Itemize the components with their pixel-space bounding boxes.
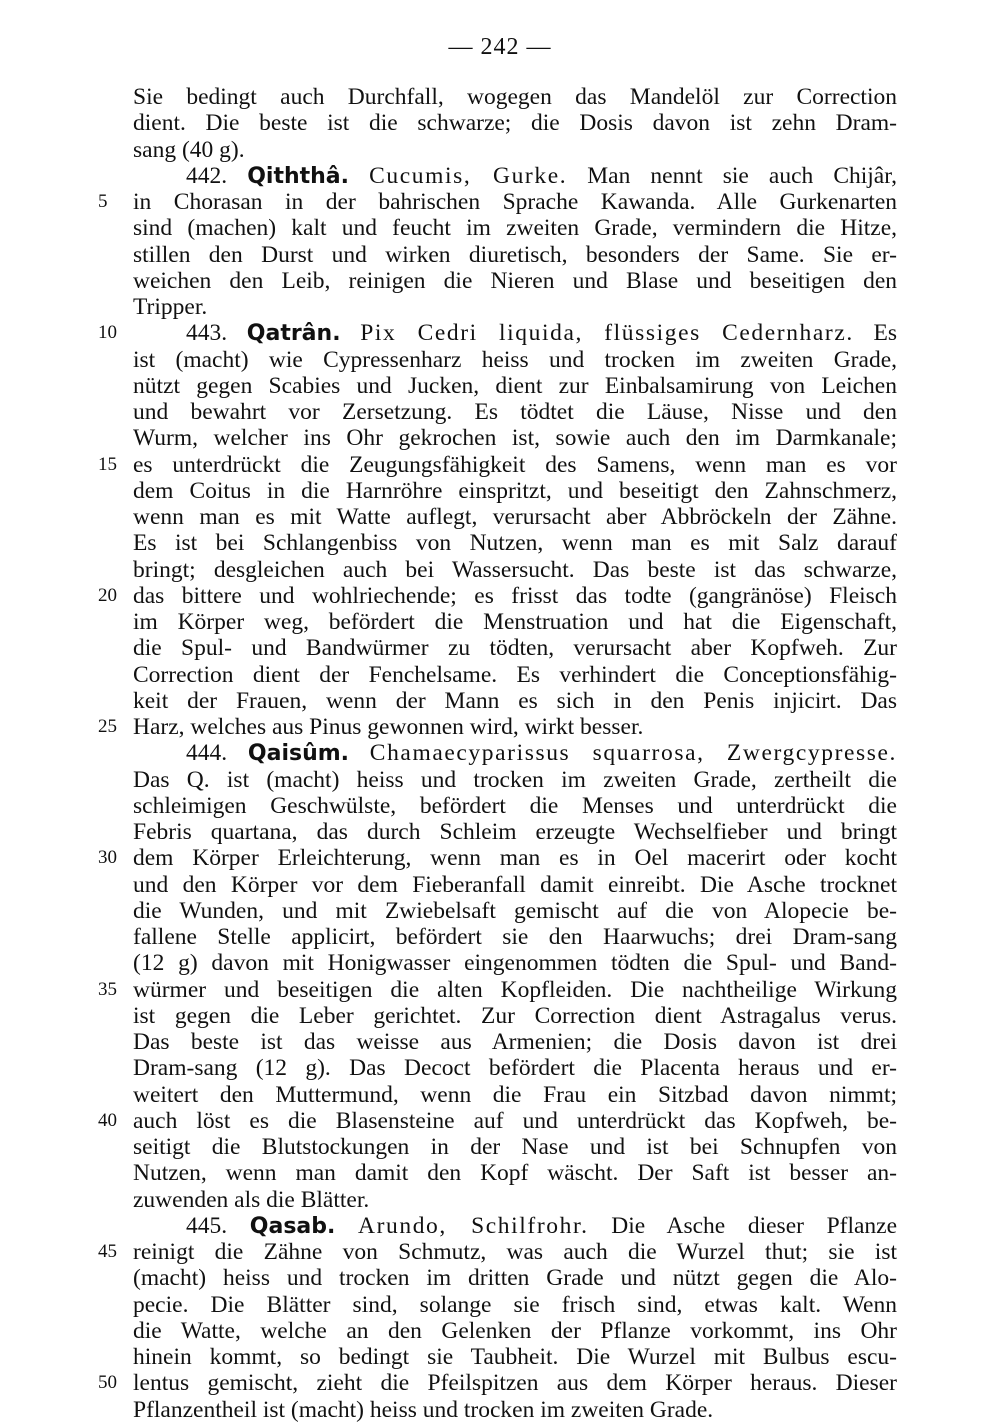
entry-latin-name: Pix Cedri liquida, flüssiges Cedernharz. bbox=[360, 320, 854, 347]
line-text: und den Körper vor dem Fieberanfall damit einreibt. Die Asche trocknet bbox=[133, 871, 897, 898]
text-line bbox=[0, 1239, 1000, 1265]
text-line bbox=[0, 399, 1000, 425]
text-line bbox=[0, 819, 1000, 845]
text-line bbox=[0, 1160, 1000, 1186]
line-text: es unterdrückt die Zeugungsfähigkeit des Samens, wenn man es vor bbox=[133, 451, 897, 478]
line-text: auch löst es die Blasensteine auf und unterdrückt das Kopfweh, be- bbox=[133, 1107, 897, 1134]
text-line bbox=[0, 1344, 1000, 1370]
text-line bbox=[0, 950, 1000, 976]
text-line bbox=[0, 163, 1000, 189]
text-line bbox=[0, 110, 1000, 136]
text-line bbox=[0, 635, 1000, 661]
entry-text: Die Asche dieser Pflanze bbox=[611, 1212, 897, 1239]
text-line bbox=[0, 924, 1000, 950]
line-text: stillen den Durst und wirken diuretisch, besonders der Same. Sie er- bbox=[133, 241, 897, 268]
line-number: 5 bbox=[98, 191, 108, 212]
entry-text: Es bbox=[873, 320, 897, 347]
text-line bbox=[0, 1292, 1000, 1318]
entry-headword: Qiththâ. bbox=[247, 163, 350, 189]
line-text: fallene Stelle applicirt, befördert sie den Haarwuchs; drei Dram-sang bbox=[133, 924, 897, 950]
line-text: seitigt die Blutstockungen in der Nase und ist bei Schnupfen von bbox=[133, 1134, 897, 1160]
text-line bbox=[0, 1134, 1000, 1160]
line-text: (macht) heiss und trocken im dritten Grade und nützt gegen die Alo- bbox=[133, 1265, 897, 1292]
text-line bbox=[0, 1213, 1000, 1239]
line-text: keit der Frauen, wenn der Mann es sich in den Penis injicirt. Das bbox=[133, 687, 897, 714]
text-line bbox=[0, 793, 1000, 819]
text-line bbox=[0, 1265, 1000, 1291]
text-line bbox=[0, 740, 1000, 766]
line-number: 50 bbox=[98, 1372, 117, 1394]
line-text: (12 g) davon mit Honigwasser eingenommen tödten die Spul- und Band- bbox=[133, 950, 897, 977]
line-text: Nutzen, wenn man damit den Kopf wäscht. Der Saft ist besser an- bbox=[133, 1160, 897, 1187]
line-text: Harz, welches aus Pinus gewonnen wird, wirkt besser. bbox=[133, 714, 644, 740]
line-text: hinein kommt, so bedingt sie Taubheit. Die Wurzel mit Bulbus escu- bbox=[133, 1344, 897, 1370]
text-line bbox=[0, 1108, 1000, 1134]
line-text: würmer und beseitigen die alten Kopfleiden. Die nachtheilige Wirkung bbox=[133, 976, 897, 1003]
text-line bbox=[0, 347, 1000, 373]
text-line bbox=[0, 688, 1000, 714]
line-text: ist (macht) wie Cypressenharz heiss und trocken im zweiten Grade, bbox=[133, 346, 897, 373]
line-text: das bittere und wohlriechende; es frisst das todte (gangränöse) Fleisch bbox=[133, 582, 897, 609]
line-text: sang (40 g). bbox=[133, 136, 245, 163]
entry-latin-name: Arundo, Schilfrohr. bbox=[358, 1212, 589, 1239]
line-text: Dram-sang (12 g). Das Decoct befördert die Placenta heraus und er- bbox=[133, 1055, 897, 1082]
line-text bbox=[186, 740, 897, 766]
line-number: 35 bbox=[98, 978, 117, 1000]
line-text: reinigt die Zähne von Schmutz, was auch die Wurzel thut; sie ist bbox=[133, 1239, 897, 1265]
page-number: — 242 — bbox=[448, 34, 552, 60]
text-line bbox=[0, 1187, 1000, 1213]
text-line bbox=[0, 557, 1000, 583]
entry-headword: Qatrân. bbox=[246, 321, 341, 347]
text-line bbox=[0, 1370, 1000, 1396]
line-text: sind (machen) kalt und feucht im zweiten Grade, vermindern die Hitze, bbox=[133, 215, 897, 242]
entry-text: Man nennt sie auch Chijâr, bbox=[587, 162, 897, 189]
line-text bbox=[186, 320, 897, 346]
entry-number: 443. bbox=[186, 320, 228, 347]
line-text: schleimigen Geschwülste, befördert die Menses und unterdrückt die bbox=[133, 792, 897, 819]
line-text: dient. Die beste ist die schwarze; die Dosis davon ist zehn Dram- bbox=[133, 110, 897, 137]
line-text bbox=[186, 1213, 897, 1239]
line-number: 45 bbox=[98, 1241, 117, 1262]
entry-number: 444. bbox=[186, 740, 228, 767]
text-line bbox=[0, 1082, 1000, 1108]
text-line bbox=[0, 767, 1000, 793]
text-line bbox=[0, 478, 1000, 504]
text-line bbox=[0, 373, 1000, 399]
text-line bbox=[0, 609, 1000, 635]
body-text bbox=[0, 84, 1000, 1423]
text-line bbox=[0, 872, 1000, 898]
line-number: 10 bbox=[98, 322, 117, 344]
text-line bbox=[0, 242, 1000, 268]
line-text: zuwenden als die Blätter. bbox=[133, 1186, 370, 1213]
text-line bbox=[0, 452, 1000, 478]
line-text: Sie bedingt auch Durchfall, wogegen das Mandelöl zur Correction bbox=[133, 84, 897, 110]
line-text: Es ist bei Schlangenbiss von Nutzen, wenn man es mit Salz darauf bbox=[133, 530, 897, 557]
text-line bbox=[0, 714, 1000, 740]
text-line bbox=[0, 320, 1000, 346]
entry-headword: Qaisûm. bbox=[247, 741, 350, 767]
text-line bbox=[0, 845, 1000, 871]
entry-headword: Qasab. bbox=[249, 1213, 336, 1239]
line-text bbox=[186, 163, 897, 189]
line-text: lentus gemischt, zieht die Pfeilspitzen aus dem Körper heraus. Dieser bbox=[133, 1370, 897, 1397]
text-line bbox=[0, 1003, 1000, 1029]
text-line bbox=[0, 977, 1000, 1003]
text-line bbox=[0, 84, 1000, 110]
line-text: ist gegen die Leber gerichtet. Zur Correction dient Astragalus verus. bbox=[133, 1002, 897, 1029]
line-number: 25 bbox=[98, 716, 117, 737]
line-number: 20 bbox=[98, 584, 117, 606]
line-text: Pflanzentheil ist (macht) heiss und trocken im zweiten Grade. bbox=[133, 1396, 714, 1423]
text-line bbox=[0, 530, 1000, 556]
line-text: nützt gegen Scabies und Jucken, dient zur Einbalsamirung von Leichen bbox=[133, 372, 897, 399]
text-line bbox=[0, 294, 1000, 320]
line-text: Febris quartana, das durch Schleim erzeugte Wechselfieber und bringt bbox=[133, 819, 897, 845]
line-text: Correction dient der Fenchelsame. Es verhindert die Conceptionsfähig- bbox=[133, 661, 897, 688]
line-text: Tripper. bbox=[133, 294, 208, 320]
line-text: Das beste ist das weisse aus Armenien; die Dosis davon ist drei bbox=[133, 1029, 897, 1055]
line-text: im Körper weg, befördert die Menstruation und hat die Eigenschaft, bbox=[133, 609, 897, 635]
line-text: die Spul- und Bandwürmer zu tödten, verursacht aber Kopfweh. Zur bbox=[133, 635, 897, 662]
text-line bbox=[0, 215, 1000, 241]
text-line bbox=[0, 1029, 1000, 1055]
line-text: die Watte, welche an den Gelenken der Pflanze vorkommt, ins Ohr bbox=[133, 1317, 897, 1344]
entry-latin-name: Chamaecyparissus squarrosa, Zwergcypresse. bbox=[369, 740, 897, 767]
entry-latin-name: Cucumis, Gurke. bbox=[369, 162, 568, 189]
line-text: Wurm, welcher ins Ohr gekrochen ist, sowie auch den im Darmkanale; bbox=[133, 425, 897, 452]
text-line bbox=[0, 1318, 1000, 1344]
line-text: dem Körper Erleichterung, wenn man es in Oel macerirt oder kocht bbox=[133, 845, 897, 872]
line-number: 40 bbox=[98, 1109, 117, 1131]
line-text: wenn man es mit Watte auflegt, verursacht aber Abbröckeln der Zähne. bbox=[133, 504, 897, 530]
line-text: weitert den Muttermund, wenn die Frau ein Sitzbad davon nimmt; bbox=[133, 1081, 897, 1108]
line-text: pecie. Die Blätter sind, solange sie frisch sind, etwas kalt. Wenn bbox=[133, 1291, 897, 1318]
text-line bbox=[0, 268, 1000, 294]
line-text: bringt; desgleichen auch bei Wassersucht. Das beste ist das schwarze, bbox=[133, 556, 897, 583]
line-text: dem Coitus in die Harnröhre einspritzt, und beseitigt den Zahnschmerz, bbox=[133, 477, 897, 504]
entry-number: 442. bbox=[186, 162, 228, 189]
line-text: und bewahrt vor Zersetzung. Es tödtet die Läuse, Nisse und den bbox=[133, 399, 897, 425]
line-text: weichen den Leib, reinigen die Nieren und Blase und beseitigen den bbox=[133, 267, 897, 294]
text-line bbox=[0, 504, 1000, 530]
text-line bbox=[0, 137, 1000, 163]
text-line bbox=[0, 425, 1000, 451]
text-line bbox=[0, 662, 1000, 688]
line-text: die Wunden, und mit Zwiebelsaft gemischt auf die von Alopecie be- bbox=[133, 897, 897, 924]
line-text: Das Q. ist (macht) heiss und trocken im zweiten Grade, zertheilt die bbox=[133, 766, 897, 793]
text-line bbox=[0, 583, 1000, 609]
line-number: 15 bbox=[98, 453, 117, 475]
text-line bbox=[0, 898, 1000, 924]
text-line bbox=[0, 1055, 1000, 1081]
entry-number: 445. bbox=[186, 1212, 228, 1239]
text-line bbox=[0, 189, 1000, 215]
line-text: in Chorasan in der bahrischen Sprache Kawanda. Alle Gurkenarten bbox=[133, 189, 897, 215]
line-number: 30 bbox=[98, 847, 117, 869]
